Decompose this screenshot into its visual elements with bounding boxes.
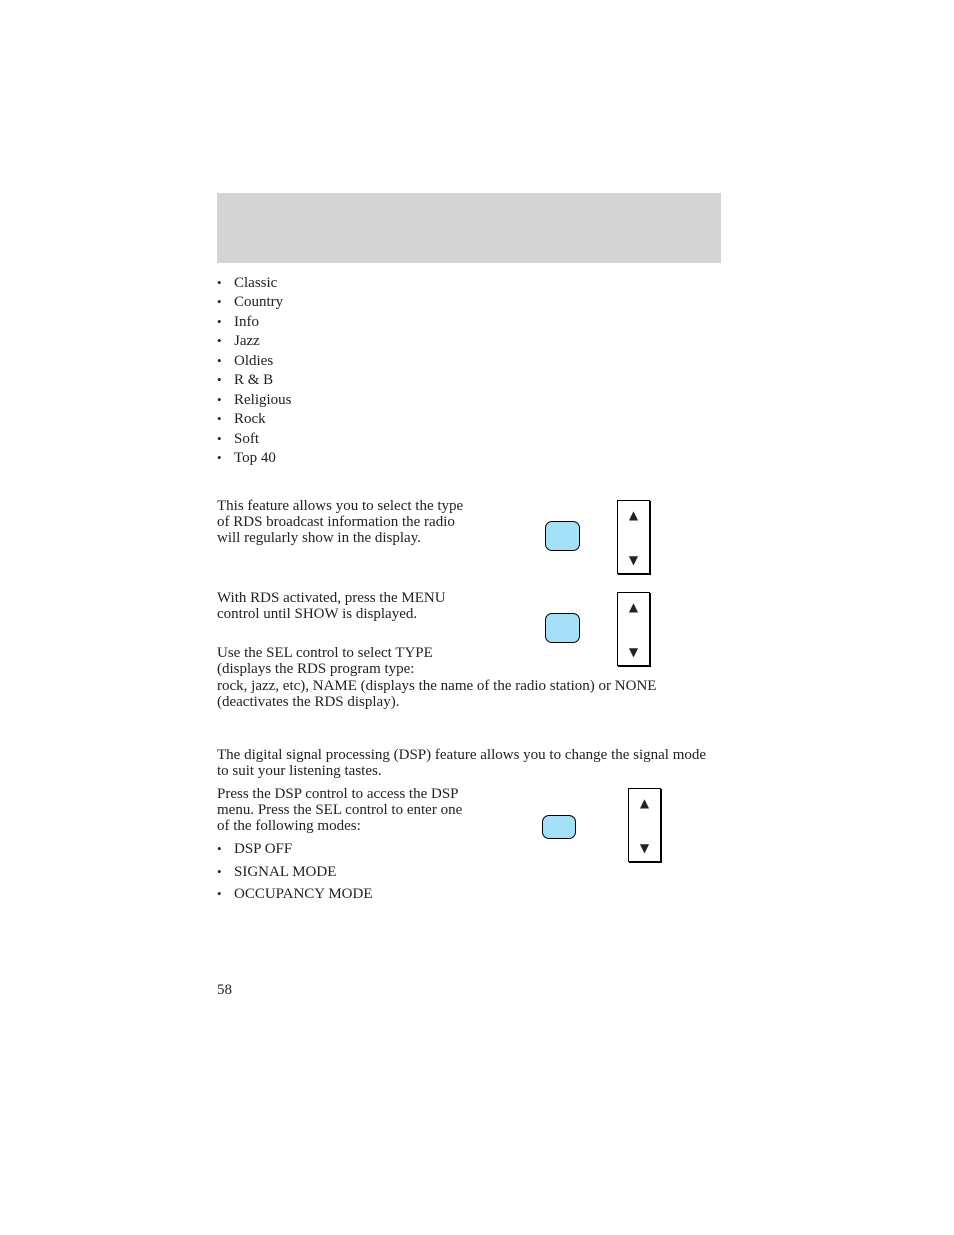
bullet: • [217, 333, 222, 349]
genre-label: Country [234, 294, 284, 311]
list-item [217, 886, 373, 909]
bullet: • [217, 863, 222, 879]
bullet: • [217, 411, 222, 427]
list-item [217, 372, 292, 391]
bullet: • [217, 449, 222, 465]
sel-control-icon [617, 592, 650, 666]
genre-label: Top 40 [234, 449, 276, 466]
bullet: • [217, 841, 222, 856]
down-arrow-icon: ▼ [628, 553, 639, 567]
header-band [217, 193, 721, 263]
up-arrow-icon: ▲ [639, 796, 650, 810]
list-item [217, 314, 292, 333]
page-number: 58 [217, 982, 232, 998]
genre-label: Oldies [234, 352, 274, 369]
down-arrow-icon: ▼ [628, 645, 639, 659]
list-item [217, 841, 373, 864]
list-item [217, 450, 292, 469]
genre-label: Classic [234, 275, 278, 291]
mode-label: SIGNAL MODE [234, 863, 337, 880]
list-item [217, 294, 292, 313]
list-item [217, 275, 292, 294]
genre-label: R & B [234, 372, 274, 389]
menu-button-icon [545, 613, 580, 643]
list-item [217, 333, 292, 352]
sel-control-icon [617, 500, 650, 574]
menu-button-icon [545, 521, 580, 551]
list-item [217, 392, 292, 411]
dsp-step: Press the DSP control to access the DSP menu. Press the SEL control to enter one of the following modes: [217, 786, 463, 834]
rds-show-step2-continued: rock, jazz, etc), NAME (displays the name of the radio station) or NONE (deactivates the RDS display). [217, 678, 657, 710]
rds-show-step2: Use the SEL control to select TYPE (displays the RDS program type: [217, 645, 433, 677]
up-arrow-icon: ▲ [628, 508, 639, 522]
bullet: • [217, 313, 222, 329]
genre-label: Religious [234, 391, 292, 408]
bullet: • [217, 275, 222, 290]
bullet: • [217, 372, 222, 388]
up-arrow-icon: ▲ [628, 600, 639, 614]
list-item [217, 431, 292, 450]
mode-label: DSP OFF [234, 841, 293, 857]
bullet: • [217, 886, 222, 901]
genre-label: Soft [234, 430, 260, 447]
genre-label: Info [234, 313, 259, 330]
list-item [217, 411, 292, 430]
dsp-button-icon [542, 815, 576, 839]
sel-control-icon [628, 788, 661, 862]
genre-list [217, 275, 292, 469]
mode-label: OCCUPANCY MODE [234, 886, 373, 902]
genre-label: Rock [234, 411, 266, 428]
bullet: • [217, 294, 222, 310]
list-item [217, 864, 373, 887]
down-arrow-icon: ▼ [639, 841, 650, 855]
dsp-mode-list [217, 841, 373, 909]
genre-label: Jazz [234, 333, 260, 350]
dsp-intro: The digital signal processing (DSP) feature allows you to change the signal mode to suit your listening tastes. [217, 747, 707, 779]
bullet: • [217, 352, 222, 368]
rds-show-step1: With RDS activated, press the MENU control until SHOW is displayed. [217, 590, 446, 622]
rds-show-intro: This feature allows you to select the type of RDS broadcast information the radio will regularly show in the display. [217, 498, 464, 546]
bullet: • [217, 391, 222, 407]
list-item [217, 353, 292, 372]
bullet: • [217, 430, 222, 446]
